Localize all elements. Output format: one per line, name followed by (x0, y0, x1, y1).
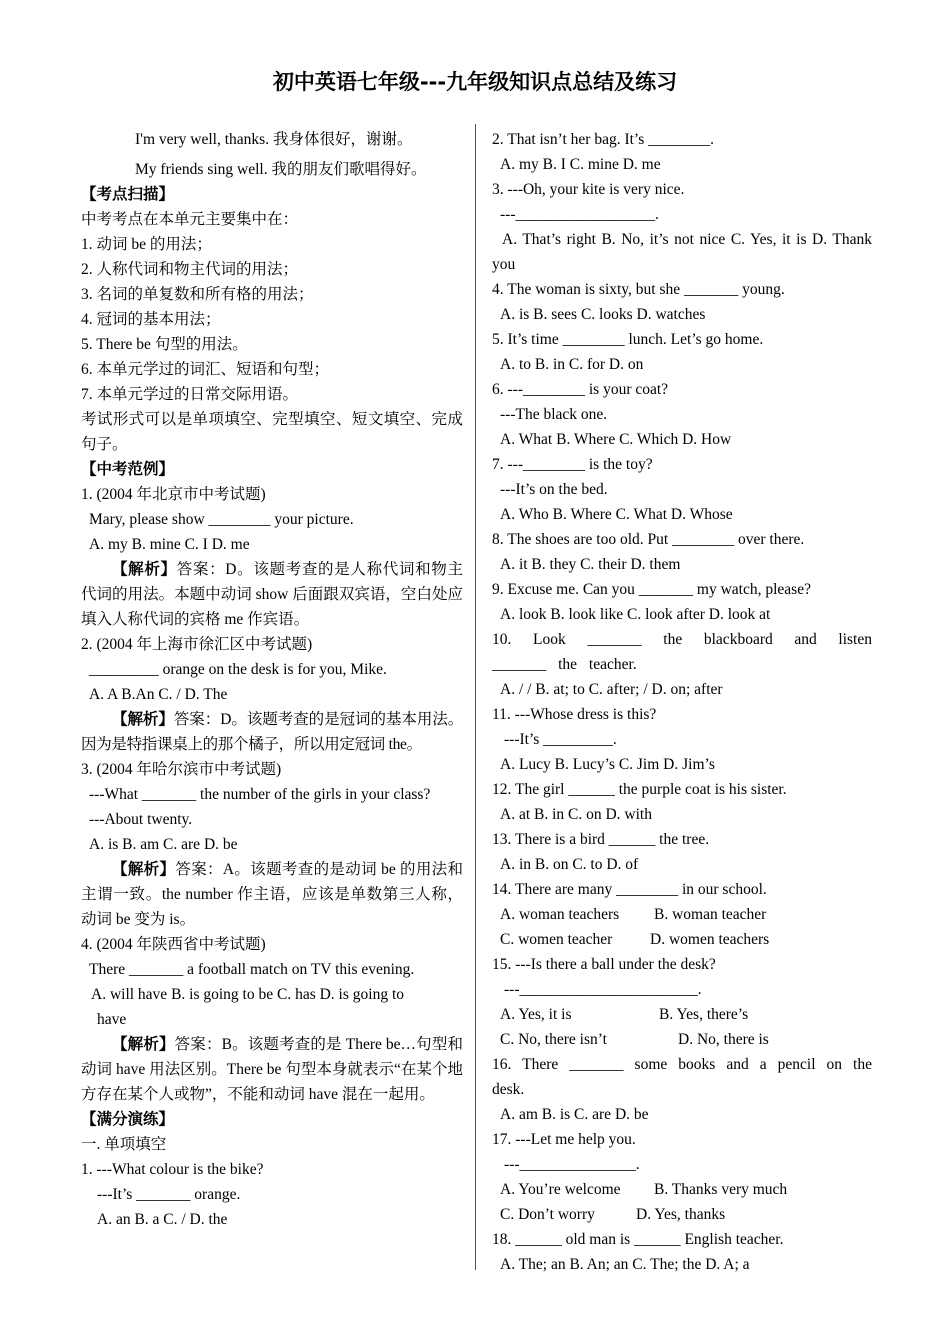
question-7-options: A. Who B. Where C. What D. Whose (500, 506, 733, 523)
question-11: 11. ---Whose dress is this? (492, 706, 657, 723)
practice-1-options: A. an B. a C. / D. the (97, 1211, 228, 1228)
example-3-options: A. is B. am C. are D. be (89, 836, 238, 853)
example-2-head: 2. (2004 年上海市徐汇区中考试题) (81, 636, 313, 653)
question-8: 8. The shoes are too old. Put ________ over there. (492, 531, 805, 548)
example-3-question: ---What _______ the number of the girls in your class? (89, 786, 431, 803)
scan-item: 5. There be 句型的用法。 (81, 336, 248, 353)
question-14-options-row-1: A. woman teachers B. woman teacher (500, 906, 767, 923)
question-15-options-row-1: A. Yes, it is B. Yes, there’s (500, 1006, 749, 1023)
example-4-question: There _______ a football match on TV this evening. (89, 961, 415, 978)
question-3-options: A. That’s right B. No, it’s not nice C. Yes, it is D. Thank you (492, 231, 872, 273)
example-3-head: 3. (2004 年哈尔滨市中考试题) (81, 761, 282, 778)
section-1-title: 一. 单项填空 (81, 1136, 167, 1153)
example-1-question: Mary, please show ________ your picture. (89, 511, 354, 528)
question-9: 9. Excuse me. Can you _______ my watch, please? (492, 581, 811, 598)
question-18-options: A. The; an B. An; an C. The; the D. A; a (500, 1256, 750, 1273)
analysis-label: 【解析】 (112, 861, 176, 878)
example-1-analysis: 【解析】答案：D。该题考查的是人称代词和物主代词的用法。本题中动词 show 后面跟双宾语，空白处应填入人称代词的宾格 me 作宾语。 (81, 561, 463, 628)
question-4: 4. The woman is sixty, but she _______ young. (492, 281, 785, 298)
example-4-analysis: 【解析】答案：B。该题考查的是 There be…句型和动词 have 用法区别。There be 句型本身就表示“在某个地方存在某个人或物”，不能和动词 have 混在一起用。 (81, 1036, 463, 1103)
question-4-options: A. is B. sees C. looks D. watches (500, 306, 706, 323)
example-1-head: 1. (2004 年北京市中考试题) (81, 486, 266, 503)
scan-item: 7. 本单元学过的日常交际用语。 (81, 386, 299, 403)
question-2: 2. That isn’t her bag. It’s ________. (492, 131, 715, 148)
practice-1-question: 1. ---What colour is the bike? (81, 1161, 264, 1178)
example-2-options: A. A B.An C. / D. The (89, 686, 228, 703)
example-3-answer-line: ---About twenty. (89, 811, 193, 828)
example-2-analysis: 【解析】答案：D。该题考查的是冠词的基本用法。因为是特指课桌上的那个橘子，所以用定冠词 the。 (81, 711, 463, 753)
scan-item: 1. 动词 be 的用法； (81, 236, 212, 253)
question-12: 12. The girl ______ the purple coat is his sister. (492, 781, 787, 798)
question-15-options-row-2: C. No, there isn’t D. No, there is (500, 1031, 769, 1048)
question-16: 16. There _______ some books and a pencil on the desk. (492, 1056, 872, 1098)
question-18: 18. ______ old man is ______ English teacher. (492, 1231, 784, 1248)
question-7: 7. ---________ is the toy? (492, 456, 653, 473)
scan-item: 3. 名词的单复数和所有格的用法； (81, 286, 314, 303)
question-15: 15. ---Is there a ball under the desk? (492, 956, 716, 973)
scan-item: 4. 冠词的基本用法； (81, 311, 221, 328)
question-17-reply: ---_______________. (504, 1156, 640, 1173)
question-15-reply: ---_______________________. (504, 981, 702, 998)
question-14-options-row-2: C. women teacher D. women teachers (500, 931, 770, 948)
page-title: 初中英语七年级---九年级知识点总结及练习 (272, 70, 678, 94)
question-13-options: A. in B. on C. to D. of (500, 856, 639, 873)
analysis-label: 【解析】 (112, 1036, 175, 1053)
question-17-options-row-1: A. You’re welcome B. Thanks very much (500, 1181, 788, 1198)
practice-1-answer-line: ---It’s _______ orange. (97, 1186, 241, 1203)
scan-lead: 中考考点在本单元主要集中在： (81, 211, 299, 228)
question-17: 17. ---Let me help you. (492, 1131, 636, 1148)
scan-item: 2. 人称代词和物主代词的用法； (81, 261, 299, 278)
example-1-options: A. my B. mine C. I D. me (89, 536, 250, 553)
question-12-options: A. at B. in C. on D. with (500, 806, 652, 823)
question-11-options: A. Lucy B. Lucy’s C. Jim D. Jim’s (500, 756, 715, 773)
question-11-reply: ---It’s _________. (504, 731, 617, 748)
question-10: 10. Look _______ the blackboard and listen _______ the teacher. (492, 631, 872, 673)
question-5-options: A. to B. in C. for D. on (500, 356, 644, 373)
analysis-label: 【解析】 (112, 711, 174, 728)
scan-item: 6. 本单元学过的词汇、短语和句型； (81, 361, 330, 378)
example-4-options: A. will have B. is going to be C. has D. is going to (91, 986, 405, 1003)
analysis-label: 【解析】 (112, 561, 177, 578)
column-divider (475, 124, 476, 1270)
heading-examples: 【中考范例】 (81, 461, 175, 478)
question-6-reply: ---The black one. (500, 406, 608, 423)
question-14: 14. There are many ________ in our school. (492, 881, 767, 898)
question-8-options: A. it B. they C. their D. them (500, 556, 681, 573)
scan-form: 考试形式可以是单项填空、完型填空、短文填空、完成句子。 (81, 411, 463, 453)
question-3: 3. ---Oh, your kite is very nice. (492, 181, 685, 198)
question-13: 13. There is a bird ______ the tree. (492, 831, 710, 848)
question-6: 6. ---________ is your coat? (492, 381, 669, 398)
example-3-analysis: 【解析】答案：A。该题考查的是动词 be 的用法和主谓一致。the number 作主语，应该是单数第三人称，动词 be 变为 is。 (81, 861, 463, 928)
question-10-options: A. / / B. at; to C. after; / D. on; after (500, 681, 723, 698)
heading-practice: 【满分演练】 (81, 1111, 175, 1128)
question-2-options: A. my B. I C. mine D. me (500, 156, 661, 173)
question-9-options: A. look B. look like C. look after D. look at (500, 606, 771, 623)
example-2-question: _________ orange on the desk is for you, Mike. (89, 661, 387, 678)
heading-scan: 【考点扫描】 (81, 186, 175, 203)
right-column (492, 127, 872, 1277)
intro-line-2: My friends sing well. 我的朋友们歌唱得好。 (135, 161, 427, 178)
question-16-options: A. am B. is C. are D. be (500, 1106, 649, 1123)
intro-line-1: I'm very well, thanks. 我身体很好，谢谢。 (135, 131, 413, 148)
question-6-options: A. What B. Where C. Which D. How (500, 431, 732, 448)
question-17-options-row-2: C. Don’t worry D. Yes, thanks (500, 1206, 726, 1223)
question-5: 5. It’s time ________ lunch. Let’s go home. (492, 331, 764, 348)
left-column (81, 127, 463, 1232)
example-4-head: 4. (2004 年陕西省中考试题) (81, 936, 266, 953)
example-4-options-cont: have (97, 1011, 127, 1028)
question-7-reply: ---It’s on the bed. (500, 481, 608, 498)
question-3-reply: ---__________________. (500, 206, 659, 223)
